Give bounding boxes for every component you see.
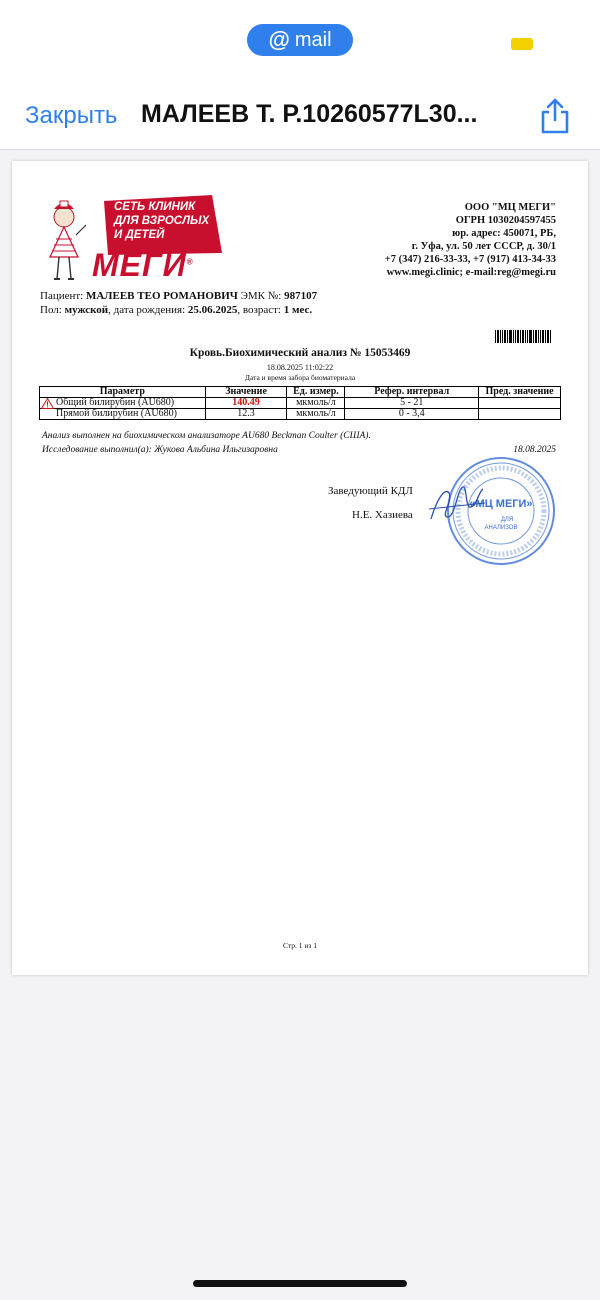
- dob-label: , дата рождения:: [108, 304, 186, 316]
- logo-line-2: ДЛЯ ВЗРОСЛЫХ: [114, 215, 210, 227]
- column-header: Ед. измер.: [287, 387, 345, 398]
- unit-cell: мкмоль/л: [287, 398, 345, 409]
- company-web: www.megi.clinic; e-mail:reg@megi.ru: [386, 267, 556, 278]
- column-header: Рефер. интервал: [345, 387, 479, 398]
- performer-note: Исследование выполнил(а): Жукова Альбина Ильгизаровна: [42, 445, 278, 455]
- logo-line-3: И ДЕТЕЙ: [114, 229, 165, 241]
- company-name: ООО "МЦ МЕГИ": [464, 202, 556, 213]
- param-cell: [40, 398, 206, 409]
- value-cell: 140.49: [205, 398, 287, 409]
- signer-name: Н.Е. Хазиева: [352, 509, 413, 521]
- column-header: Пред. значение: [479, 387, 561, 398]
- analysis-datetime-label: Дата и время забора биоматериала: [244, 373, 356, 382]
- company-address-1: юр. адрес: 450071, РБ,: [452, 228, 556, 239]
- results-table: [39, 386, 561, 420]
- prev-cell: [479, 398, 561, 409]
- patient-age: 1: [283, 304, 290, 316]
- table-header-row: [40, 387, 561, 398]
- analysis-datetime: 18.08.2025 11:02:22: [266, 363, 334, 372]
- status-indicator: [511, 38, 533, 50]
- stamp-sub-1: ДЛЯ: [500, 517, 514, 523]
- unit-cell: мкмоль/л: [287, 409, 345, 420]
- logo-brand-text: МЕГИ: [92, 247, 187, 283]
- prev-cell: [479, 409, 561, 420]
- signature-scribble: [427, 479, 487, 525]
- home-indicator[interactable]: [193, 1280, 407, 1287]
- patient-name: МАЛЕЕВ ТЕО РОМАНОВИЧ: [85, 290, 238, 302]
- param-name: Общий билирубин (AU680): [56, 397, 175, 408]
- param-cell: [40, 409, 206, 420]
- document-page[interactable]: [12, 161, 588, 975]
- logo-line-1: СЕТЬ КЛИНИК: [114, 201, 196, 213]
- page-number: Стр. 1 из 1: [283, 941, 317, 950]
- table-row: [40, 398, 561, 409]
- mail-badge-label: mail: [294, 28, 332, 51]
- column-header: Параметр: [40, 387, 206, 398]
- patient-sex: мужской: [64, 304, 109, 316]
- company-phones: +7 (347) 216-33-33, +7 (917) 413-34-33: [384, 254, 556, 265]
- company-ogrn: ОГРН 1030204597455: [455, 215, 556, 226]
- barcode: [495, 330, 551, 343]
- mascot-icon: [42, 195, 90, 283]
- company-address-2: г. Уфа, ул. 50 лет СССР, д. 30/1: [411, 241, 556, 252]
- top-bar: [0, 0, 600, 150]
- signer-role: Заведующий КДЛ: [328, 485, 413, 497]
- close-button[interactable]: Закрыть: [25, 102, 118, 129]
- patient-age-unit: мес.: [291, 304, 313, 316]
- ref-cell: 0 - 3,4: [345, 409, 479, 420]
- patient-line-2: [40, 303, 317, 317]
- patient-dob: 25.06.2025: [187, 304, 238, 316]
- patient-label: Пациент:: [40, 290, 84, 302]
- at-icon: @: [268, 27, 290, 52]
- share-icon[interactable]: [538, 96, 572, 136]
- document-title: МАЛЕЕВ Т. Р.10260577L30...: [141, 100, 478, 128]
- emk-label: ЭМК №:: [240, 290, 282, 302]
- company-info: [385, 201, 556, 279]
- stamp-brand: «МЦ МЕГИ»: [469, 498, 533, 510]
- registered-mark: ®: [186, 257, 194, 267]
- mail-badge[interactable]: [247, 24, 353, 56]
- age-label: , возраст:: [237, 304, 281, 316]
- patient-line-1: [40, 289, 317, 303]
- navigation-row: [0, 94, 600, 138]
- sex-label: Пол:: [40, 304, 62, 316]
- analysis-title: Кровь.Биохимический анализ № 15053469: [189, 347, 411, 359]
- logo-brand: [92, 247, 194, 284]
- warning-icon: [41, 398, 54, 409]
- table-row: [40, 409, 561, 420]
- stamp-sub-2: АНАЛИЗОВ: [484, 525, 518, 531]
- patient-info: [40, 289, 317, 317]
- ref-cell: 5 - 21: [345, 398, 479, 409]
- analyzer-note: Анализ выполнен на биохимическом анализаторе AU680 Beckman Coulter (США).: [42, 431, 371, 441]
- value-cell: 12.3: [205, 409, 287, 420]
- result-date: 18.08.2025: [513, 445, 556, 455]
- column-header: Значение: [205, 387, 287, 398]
- param-name: Прямой билирубин (AU680): [56, 408, 177, 419]
- clinic-logo: [42, 195, 222, 287]
- emk-number: 987107: [284, 290, 318, 302]
